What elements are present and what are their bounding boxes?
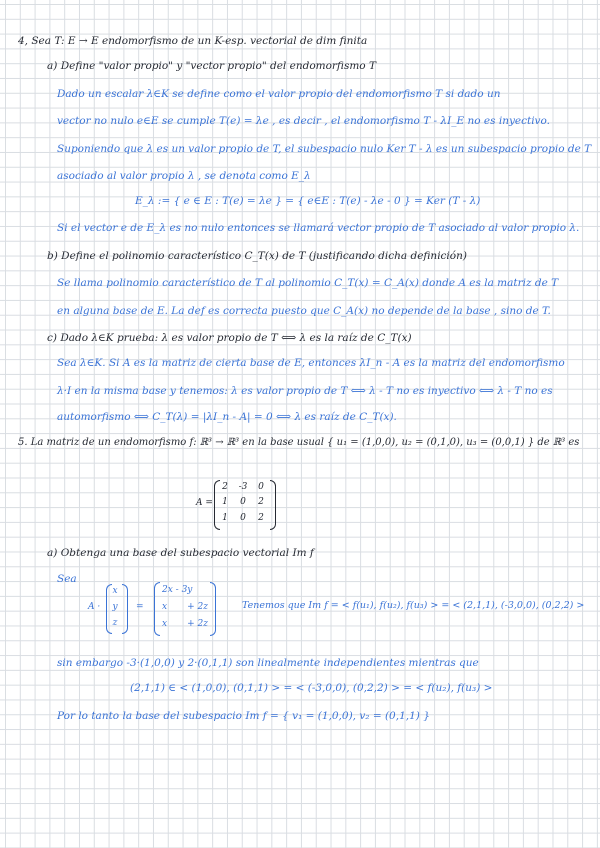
q4a-definition: E_λ := { e ∈ E : T(e) = λe } = { e∈E : T(e) - λe - 0 } = Ker (T - λ) [135,195,481,207]
matrix-cell: 1 [222,513,228,523]
vec-cell: z [112,618,118,628]
vec-cell: y [112,602,118,612]
q4a-line-2: vector no nulo e∈E se cumple T(e) = λe , es decir , el endomorfismo T - λI_E no es inyectivo. [57,115,550,127]
q4a-line-1: Dado un escalar λ∈K se define como el valor propio del endomorfismo T si dado un [57,88,501,100]
q5a-line-2: (2,1,1) ∈ < (1,0,0), (0,1,1) > = < (-3,0,0), (0,2,2) > = < f(u₂), f(u₃) > [130,682,493,694]
matrix-cell: 0 [240,497,246,507]
vec-right-bracket [122,584,128,634]
matrix-cell: 1 [222,497,228,507]
q5a-title: a) Obtenga una base del subespacio vectorial Im f [47,547,314,559]
q4b-line-1: Se llama polinomio característico de T al polinomio C_T(x) = C_A(x) donde A es la matriz de T [57,277,559,289]
matrix-cell: 2 [258,497,264,507]
q4a-title: a) Define "valor propio" y "vector propio" del endomorfismo T [47,60,376,72]
q5-header: 5. La matriz de un endomorfismo f: ℝ³ → ℝ³ en la base usual { u₁ = (1,0,0), u₂ = (0,1,0), u₃ = (0,0,1) } de ℝ³ es [18,437,580,448]
matrix-right-bracket [270,480,276,530]
q4a-line-3: Suponiendo que λ es un valor propio de T, el subespacio nulo Ker T - λ es un subespacio propio de T [57,143,592,155]
product-expression [88,582,228,638]
matrix-cell: 0 [258,482,264,492]
res-right-bracket [210,582,216,636]
matrix-a [196,480,286,530]
res-left-bracket [154,582,160,636]
res-cell: x + 2z [162,602,208,612]
res-cell: 2x - 3y [162,585,193,595]
q4c-line-3: automorfismo ⟺ C_T(λ) = |λI_n - A| = 0 ⟺ λ es raíz de C_T(x). [57,411,397,423]
matrix-cell: 2 [222,482,228,492]
q5a-line-3: Por lo tanto la base del subespacio Im f = { v₁ = (1,0,0), v₂ = (0,1,1) } [57,710,430,722]
product-lhs: A · [88,602,101,612]
res-cell: x + 2z [162,619,208,629]
q4a-line-4: asociado al valor propio λ , se denota como E_λ [57,170,311,182]
q5a-line-1: sin embargo -3·(1,0,0) y 2·(0,1,1) son linealmente independientes mientras que [57,657,479,669]
vec-cell: x [112,586,118,596]
matrix-cell: 0 [240,513,246,523]
q4c-title: c) Dado λ∈K prueba: λ es valor propio de T ⟺ λ es la raíz de C_T(x) [47,332,412,344]
matrix-cell: -3 [238,482,248,492]
q4-header: 4, Sea T: E → E endomorfismo de un K-esp. vectorial de dim finita [18,35,368,47]
q4b-line-2: en alguna base de E. La def es correcta puesto que C_A(x) no depende de la base , sino de T. [57,305,551,317]
matrix-name: A = [196,498,213,508]
q4c-line-2: λ·I en la misma base y tenemos: λ es valor propio de T ⟺ λ - T no es inyectivo ⟺ λ - T no es [57,385,553,397]
q5a-tenemos: Tenemos que Im f = < f(u₁), f(u₂), f(u₃) > = < (2,1,1), (-3,0,0), (0,2,2) > [242,600,585,611]
q4b-title: b) Define el polinomio característico C_T(x) de T (justificando dicha definición) [47,250,467,262]
product-eq: = [136,602,144,612]
q4a-line-6: Si el vector e de E_λ es no nulo entonces se llamará vector propio de T asociado al valor propio λ. [57,222,580,234]
q5a-sea: Sea [57,573,77,585]
q4c-line-1: Sea λ∈K. Si A es la matriz de cierta base de E, entonces λI_n - A es la matriz del endomorfismo [57,357,565,369]
matrix-cell: 2 [258,513,264,523]
